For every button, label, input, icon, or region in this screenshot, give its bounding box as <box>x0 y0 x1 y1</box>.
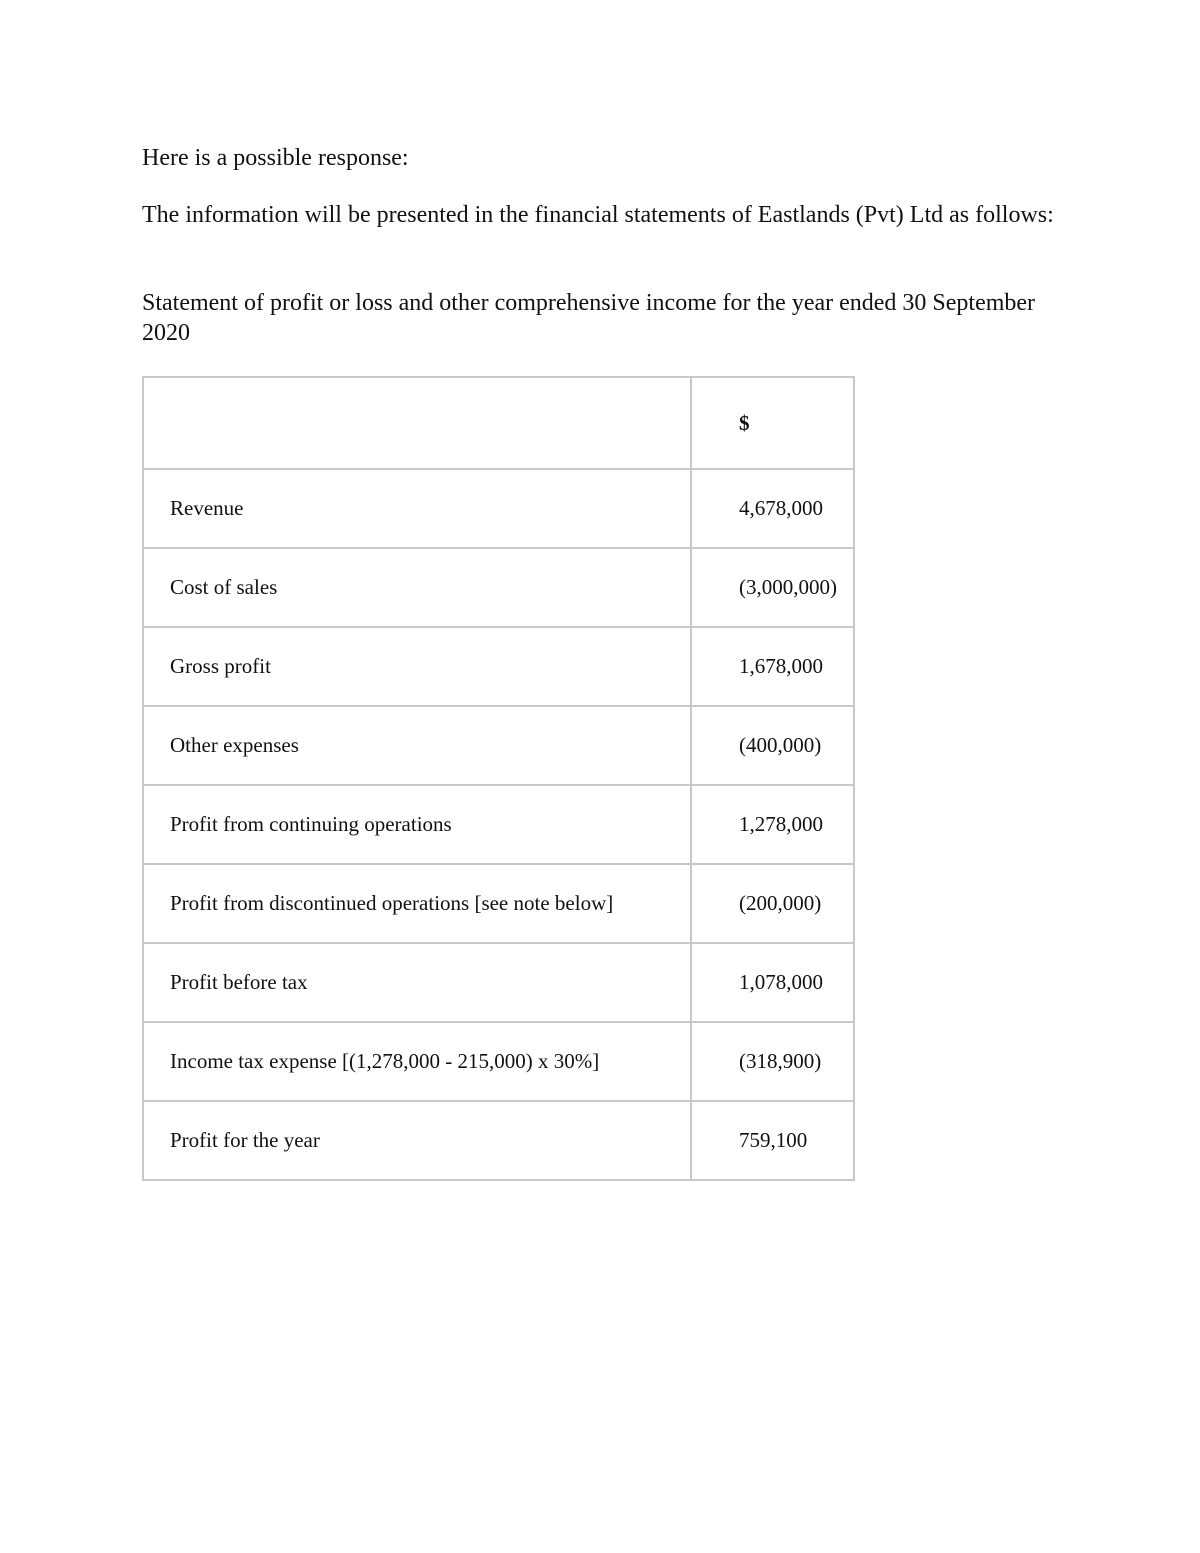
table-row <box>143 706 854 785</box>
row-amount: 759,100 <box>691 1101 854 1180</box>
table-row <box>143 469 854 548</box>
lead-paragraph: The information will be presented in the financial statements of Eastlands (Pvt) Ltd as follows: <box>142 202 1054 228</box>
row-amount: 1,678,000 <box>691 627 854 706</box>
table-row <box>143 548 854 627</box>
table-row <box>143 1101 854 1180</box>
row-label: Revenue <box>143 469 691 548</box>
income-statement-table <box>142 376 855 1181</box>
statement-title: Statement of profit or loss and other comprehensive income for the year ended 30 September 2020 <box>142 290 1036 346</box>
header-label-cell <box>143 377 691 469</box>
row-label: Profit from discontinued operations [see note below] <box>143 864 691 943</box>
table-row <box>143 943 854 1022</box>
table-row <box>143 864 854 943</box>
row-label: Cost of sales <box>143 548 691 627</box>
currency-symbol: $ <box>739 410 750 435</box>
table-row <box>143 1022 854 1101</box>
header-currency-cell <box>691 377 854 469</box>
row-label: Income tax expense [(1,278,000 - 215,000) x 30%] <box>143 1022 691 1101</box>
row-amount: 4,678,000 <box>691 469 854 548</box>
row-amount: 1,078,000 <box>691 943 854 1022</box>
table-header-row <box>143 377 854 469</box>
intro-text: Here is a possible response: <box>142 145 409 171</box>
row-label: Profit for the year <box>143 1101 691 1180</box>
row-label: Gross profit <box>143 627 691 706</box>
row-label: Profit before tax <box>143 943 691 1022</box>
row-amount: (3,000,000) <box>691 548 854 627</box>
row-amount: 1,278,000 <box>691 785 854 864</box>
table-row <box>143 785 854 864</box>
row-amount: (200,000) <box>691 864 854 943</box>
row-amount: (318,900) <box>691 1022 854 1101</box>
row-label: Profit from continuing operations <box>143 785 691 864</box>
row-label: Other expenses <box>143 706 691 785</box>
row-amount: (400,000) <box>691 706 854 785</box>
table-row <box>143 627 854 706</box>
